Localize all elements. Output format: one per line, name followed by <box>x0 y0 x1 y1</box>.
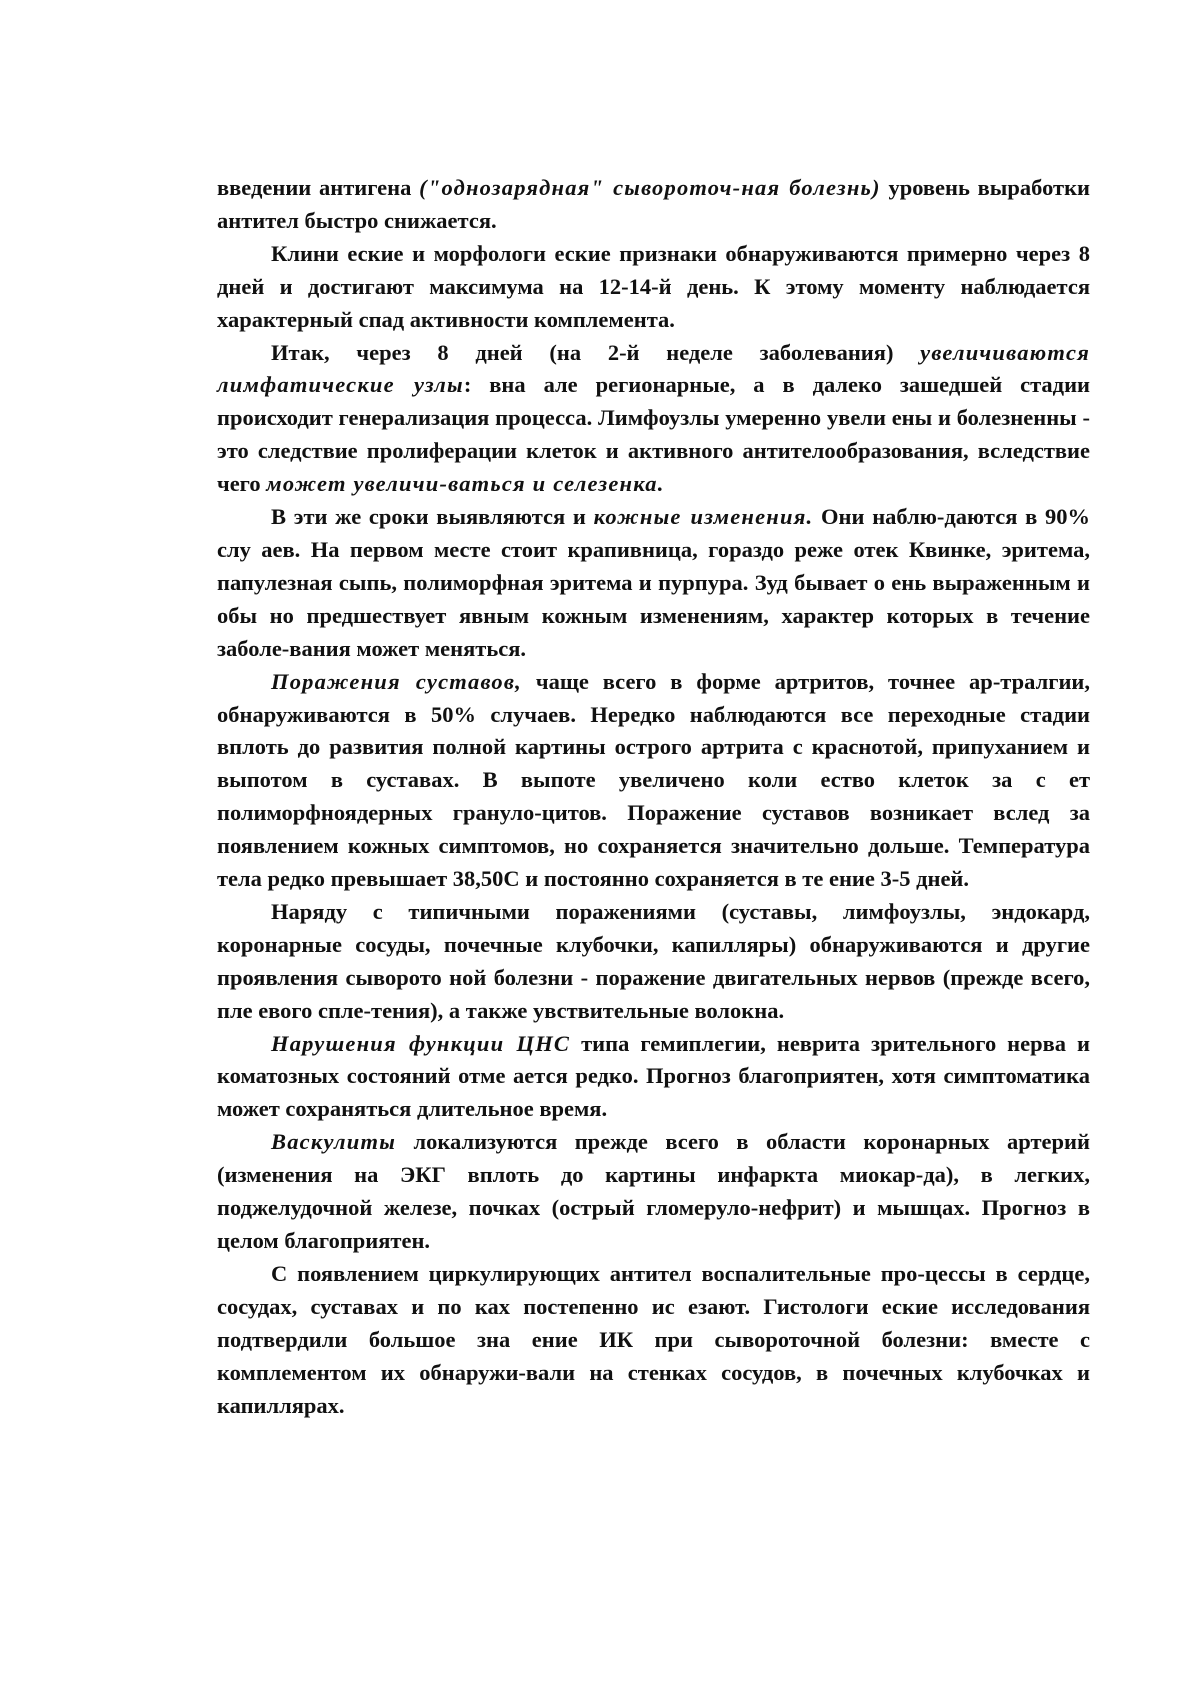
emphasized-text: кожные изменения. <box>593 504 814 530</box>
paragraph-text: типа гемиплегии, неврита зрительного нерва и коматозных состояний отме ается редко. Прогноз благоприятен, хотя симптоматика может сохраняться длительное время. <box>217 1030 1090 1122</box>
emphasized-text: ("однозарядная" сывороточ-ная болезнь) <box>419 175 881 200</box>
paragraph-6 <box>217 896 1090 1028</box>
paragraph-text: локализуются прежде всего в области коронарных артерий (изменения на ЭКГ вплоть до картины инфаркта миокар-да), в легких, поджелудочной железе, почках (острый гломеруло-нефрит) и мышцах. Прогноз в целом благоприятен. <box>217 1129 1090 1253</box>
emphasized-text: увеличиваются лимфатические узлы <box>217 339 1090 398</box>
paragraph-1 <box>217 172 1090 238</box>
paragraph-text: чаще всего в форме артритов, точнее ар-тралгии, обнаруживаются в 50% случаев. Нередко наблюдаются все переходные стадии вплоть до развития полной картины острого артрита с краснотой, припуханием и выпотом в суставах. В выпоте увеличено коли ество клеток за с ет полиморфноядерных грануло-цитов. Поражение суставов возникает вслед за появлением кожных симптомов, но сохраняется значительно дольше. Температура тела редко превышает 38,50С и постоянно сохраняется в те ение 3-5 дней. <box>217 668 1090 892</box>
paragraph-text: С появлением циркулирующих антител воспалительные про-цессы в сердце, сосудах, суставах и по ках постепенно ис езают. Гистологи еские исследования подтвердили большое зна ение ИК при сывороточной болезни: вместе с комплементом их обнаружи-вали на стенках сосудов, в почечных клубочках и капиллярах. <box>217 1260 1090 1418</box>
paragraph-3 <box>217 337 1090 502</box>
paragraph-text: Клини еские и морфологи еские признаки обнаруживаются примерно через 8 дней и достигают максимума на 12-14-й день. К этому моменту наблюдается характерный спад активности комплемента. <box>217 240 1090 332</box>
paragraph-text: уровень выработки антител быстро снижается. <box>217 175 1091 233</box>
paragraph-9 <box>217 1258 1090 1423</box>
paragraph-4 <box>217 501 1090 666</box>
paragraph-text: В эти же сроки выявляются и <box>271 504 594 530</box>
paragraph-text: Они наблю-даются в 90% слу аев. На первом месте стоит крапивница, гораздо реже отек Квинке, эритема, папулезная сыпь, полиморфная эритема и пурпура. Зуд бывает о ень выраженным и обы но предшествует явным кожным изменениям, характер которых в течение заболе-вания может меняться. <box>217 504 1090 661</box>
emphasized-text: может увеличи-ваться и селезенка. <box>266 471 665 497</box>
paragraph-text: Наряду с типичными поражениями (суставы, лимфоузлы, эндокард, коронарные сосуды, почечные клубочки, капилляры) обнаруживаются и другие проявления сыворото ной болезни - поражение двигательных нервов (прежде всего, пле евого спле-тения), а также увствительные волокна. <box>217 898 1090 1023</box>
paragraph-text: : вна але регионарные, а в далеко зашедшей стадии происходит генерализация процесса. Лимфоузлы умеренно увели ены и болезненны - это следствие пролиферации клеток и активного антителообразования, вследствие чего <box>217 372 1090 497</box>
emphasized-text: Поражения суставов, <box>271 668 522 694</box>
paragraph-8 <box>217 1126 1090 1258</box>
paragraph-2 <box>217 238 1090 337</box>
paragraph-5 <box>217 666 1090 896</box>
paragraph-7 <box>217 1028 1090 1127</box>
document-page <box>217 172 1090 1422</box>
emphasized-text: Нарушения функции ЦНС <box>271 1030 571 1056</box>
emphasized-text: Васкулиты <box>271 1129 397 1155</box>
paragraph-text: Итак, через 8 дней (на 2-й неделе заболевания) <box>271 339 921 365</box>
paragraph-text: введении антигена <box>217 175 420 200</box>
